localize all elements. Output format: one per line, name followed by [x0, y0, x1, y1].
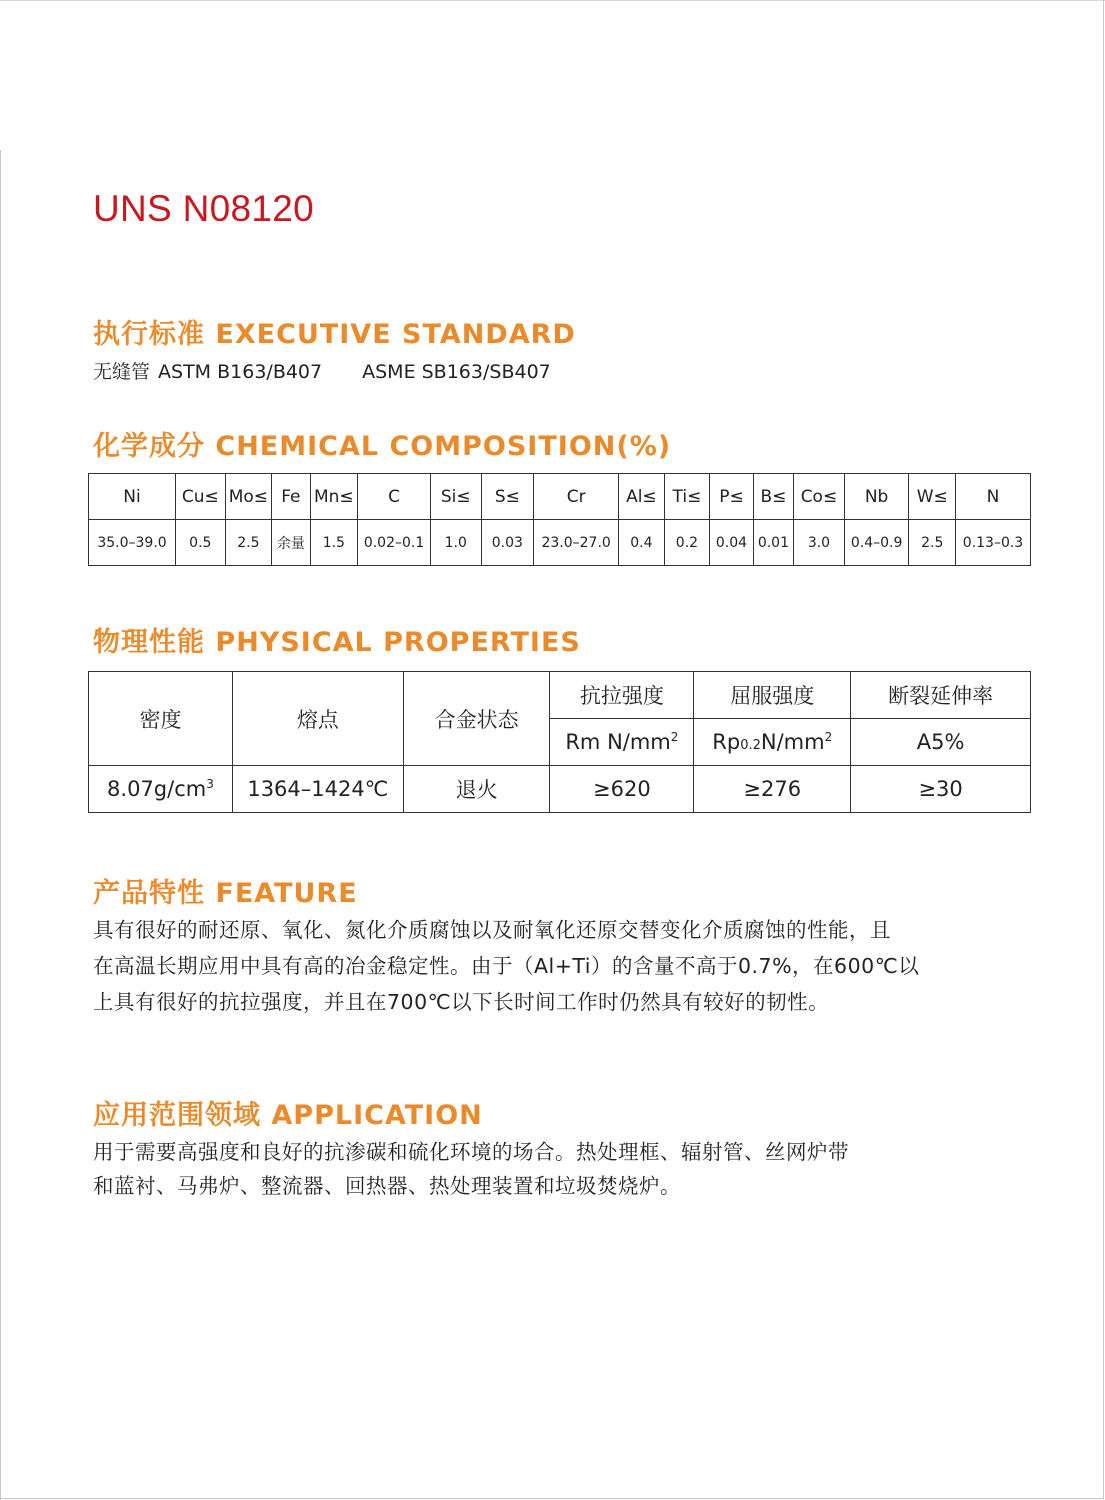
chem-header-cell: W≤ — [909, 474, 956, 520]
application-text — [93, 1135, 1043, 1203]
page-title: UNS N08120 — [93, 188, 315, 229]
elongation-value: ≥30 — [851, 766, 1031, 813]
chem-header-cell: Mo≤ — [225, 474, 272, 520]
tensile-unit: Rm $N/mm^2$ — [550, 719, 694, 766]
melting-point-header: 熔点 — [232, 672, 403, 766]
chem-value-cell: 1.5 — [310, 520, 358, 566]
chemical-composition-table — [88, 473, 1031, 566]
physical-properties-table — [88, 671, 1031, 813]
chemical-header-row — [89, 474, 1031, 520]
chem-header-cell: Cr — [534, 474, 619, 520]
page-left-border — [0, 150, 1, 1500]
elongation-unit: A5% — [851, 719, 1031, 766]
tensile-strength-header: 抗拉强度 — [550, 672, 694, 719]
chem-value-cell: 0.04 — [710, 520, 754, 566]
executive-standard-heading: 执行标准 EXECUTIVE STANDARD — [93, 319, 576, 350]
chemical-value-row — [89, 520, 1031, 566]
chem-value-cell: 0.02–0.1 — [358, 520, 431, 566]
standard-astm: ASTM B163/B407 — [158, 361, 323, 383]
standard-product: 无缝管 — [93, 361, 151, 383]
application-line: 用于需要高强度和良好的抗渗碳和硫化环境的场合。热处理框、辐射管、丝网炉带 — [93, 1140, 849, 1164]
chem-value-cell: 0.4–0.9 — [844, 520, 909, 566]
standard-line — [93, 357, 559, 384]
application-heading: 应用范围领域 APPLICATION — [93, 1100, 483, 1131]
chem-header-cell: N — [956, 474, 1031, 520]
melting-point-value: 1364–1424℃ — [232, 766, 403, 813]
chem-header-cell: Mn≤ — [310, 474, 358, 520]
yield-strength-value: ≥276 — [694, 766, 851, 813]
chem-value-cell: 2.5 — [225, 520, 272, 566]
chem-value-cell: 余量 — [272, 520, 310, 566]
chem-value-cell: 0.4 — [619, 520, 665, 566]
chem-header-cell: Co≤ — [794, 474, 845, 520]
chem-header-cell: Si≤ — [430, 474, 481, 520]
alloy-state-value: 退火 — [403, 766, 550, 813]
chem-value-cell: 0.5 — [176, 520, 226, 566]
chemical-heading: 化学成分 CHEMICAL COMPOSITION(%) — [93, 431, 672, 462]
yield-strength-header: 屈服强度 — [694, 672, 851, 719]
feature-heading: 产品特性 FEATURE — [93, 878, 358, 909]
chem-value-cell: 23.0–27.0 — [534, 520, 619, 566]
chem-header-cell: Ni — [89, 474, 176, 520]
physical-heading: 物理性能 PHYSICAL PROPERTIES — [93, 627, 581, 658]
chem-header-cell: C — [358, 474, 431, 520]
chem-header-cell: B≤ — [753, 474, 793, 520]
standard-asme: ASME SB163/SB407 — [362, 361, 551, 383]
chem-header-cell: Cu≤ — [176, 474, 226, 520]
chem-value-cell: 2.5 — [909, 520, 956, 566]
application-line: 和蓝衬、马弗炉、整流器、回热器、热处理装置和垃圾焚烧炉。 — [93, 1174, 681, 1198]
alloy-state-header: 合金状态 — [403, 672, 550, 766]
chem-value-cell: 0.01 — [753, 520, 793, 566]
chem-header-cell: S≤ — [481, 474, 534, 520]
feature-text — [93, 912, 1043, 1020]
chem-header-cell: Nb — [844, 474, 909, 520]
physical-header-row — [89, 672, 1031, 719]
chem-value-cell: 0.13–0.3 — [956, 520, 1031, 566]
density-value: $8.07g/cm^3$ — [89, 766, 233, 813]
chem-header-cell: Ti≤ — [664, 474, 710, 520]
density-header: 密度 — [89, 672, 233, 766]
chem-header-cell: Al≤ — [619, 474, 665, 520]
chem-value-cell: 3.0 — [794, 520, 845, 566]
chem-value-cell: 0.03 — [481, 520, 534, 566]
elongation-header: 断裂延伸率 — [851, 672, 1031, 719]
chem-value-cell: 35.0–39.0 — [89, 520, 176, 566]
tensile-strength-value: ≥620 — [550, 766, 694, 813]
chem-header-cell: Fe — [272, 474, 310, 520]
chem-value-cell: 1.0 — [430, 520, 481, 566]
feature-line: 在高温长期应用中具有高的冶金稳定性。由于（Al+Ti）的含量不高于0.7%，在600℃以 — [93, 954, 920, 978]
chem-value-cell: 0.2 — [664, 520, 710, 566]
chem-header-cell: P≤ — [710, 474, 754, 520]
physical-value-row — [89, 766, 1031, 813]
feature-line: 上具有很好的抗拉强度，并且在700℃以下长时间工作时仍然具有较好的韧性。 — [93, 990, 830, 1014]
yield-unit: $Rp0.2N/mm^2$ — [694, 719, 851, 766]
feature-line: 具有很好的耐还原、氧化、氮化介质腐蚀以及耐氧化还原交替变化介质腐蚀的性能，且 — [93, 918, 891, 942]
